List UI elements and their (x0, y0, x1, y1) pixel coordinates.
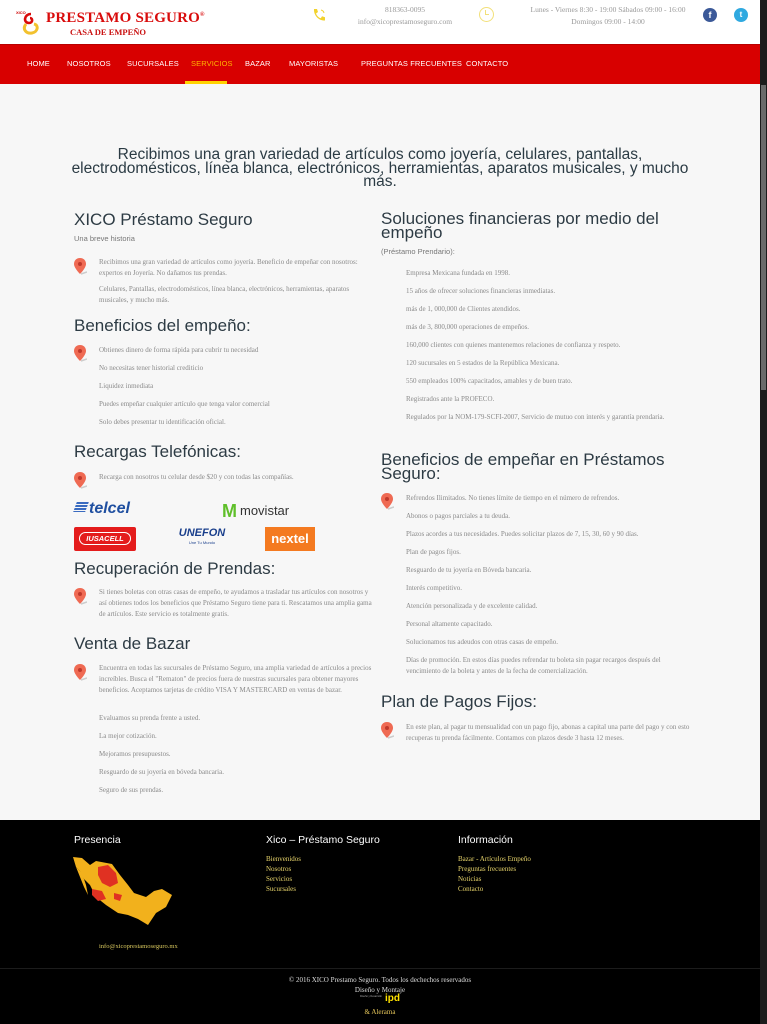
telcel-logo (75, 500, 145, 520)
twitter-icon[interactable]: t (734, 8, 748, 22)
clock-icon (479, 7, 494, 22)
soluciones-subtitle: (Préstamo Prendario): (381, 247, 455, 256)
footer-link-servicios[interactable]: Servicios (266, 875, 293, 883)
copyright-text: © 2016 XICO Prestamo Seguro. Todos los dechechos reservados (288, 976, 472, 984)
hours-sunday: Domingos 09:00 - 14:00 (571, 17, 645, 26)
ipd-small-text: Diseño y Desarrollo (360, 995, 382, 998)
footer-presencia-title: Presencia (74, 834, 121, 846)
beneficio-prestamos-item: Personal altamente capacitado. (406, 620, 493, 628)
design-credit: Diseño y Montaje (354, 986, 406, 994)
beneficio-prestamos-item: Días de promoción. En estos días puedes refrendar tu boleta sin pagar recargos después del vencimiento de la boleta y antes de la fecha de comercialización. (406, 656, 661, 675)
soluciones-item: 120 sucursales en 5 estados de la República Mexicana. (406, 359, 560, 367)
nav-contacto[interactable]: CONTACTO (466, 59, 509, 68)
beneficios-empeno-title: Beneficios del empeño: (74, 316, 251, 335)
telcel-bars-icon (73, 502, 89, 512)
xico-paragraph-1: Recibimos una gran variedad de artículos como joyería. Beneficio de empeñar con nosotros: expertos en Joyería. No dañamos tus prendas. (99, 258, 358, 277)
phone-icon (311, 7, 327, 23)
copyright (0, 975, 760, 995)
unefon-logo (172, 527, 232, 551)
logo-name (46, 10, 205, 27)
bazar-item: Seguro de sus prendas. (99, 786, 164, 794)
ipd-text: ipd (385, 993, 400, 1004)
registered-mark: ® (200, 12, 205, 18)
recargas-text: Recarga con nosotros tu celular desde $20 y con todas las compañías. (99, 473, 294, 481)
soluciones-item: más de 1, 000,000 de Clientes atendidos. (406, 305, 521, 313)
beneficio-prestamos-item: Abonos o pagos parciales a tu deuda. (406, 512, 510, 520)
soluciones-item: más de 3, 800,000 operaciones de empeños. (406, 323, 530, 331)
footer-link-preguntas[interactable]: Preguntas frecuentes (458, 865, 517, 873)
logo-swirl-icon (20, 11, 42, 35)
soluciones-item: Empresa Mexicana fundada en 1998. (406, 269, 510, 277)
xico-subtitle: Una breve historia (74, 234, 135, 243)
mexico-map-icon (72, 855, 176, 929)
movistar-logo (222, 501, 289, 522)
hours-weekdays: Lunes - Viernes 8:30 - 19:00 Sábados 09:00 - 16:00 (530, 5, 686, 14)
soluciones-title: Soluciones financieras por medio del empeño (381, 209, 659, 242)
recuperacion-text: Si tienes boletas con otras casas de empeño, te ayudamos a trasladar tus artículos con nosotros y así obtienes todos los beneficios que Préstamo Seguro tiene para ti. Rescatamos una amplia gama de artículos. Este servicio es totalmente gratis. (99, 588, 372, 618)
plan-pagos-text: En este plan, al pagar tu mensualidad con un pago fijo, abonas a capital una parte del pago y con esto recuperas tu prenda fácilmente. Contamos con plazos desde 3 hasta 12 meses. (406, 723, 690, 742)
scrollbar-thumb[interactable] (761, 85, 766, 390)
soluciones-item: Registrados ante la PROFECO. (406, 395, 495, 403)
unefon-text: UNEFON (178, 527, 226, 539)
nav-nosotros[interactable]: NOSOTROS (67, 59, 111, 68)
alerama-credit[interactable]: & Alerama (364, 1008, 396, 1016)
footer-link-bazar[interactable]: Bazar - Artículos Empeño (458, 855, 531, 863)
logo-name-text: PRESTAMO SEGURO (46, 10, 200, 26)
footer-link-bienvenidos[interactable]: Bienvenidos (266, 855, 301, 863)
soluciones-item: 550 empleados 100% capacitados, amables y de buen trato. (406, 377, 573, 385)
nav-mayoristas[interactable]: MAYORISTAS (289, 59, 339, 68)
soluciones-item: 160,000 clientes con quienes mantenemos relaciones de confianza y respeto. (406, 341, 621, 349)
bazar-text: Encuentra en todas las sucursales de Préstamo Seguro, una amplia variedad de artículos a precios increíbles. Busca el "Rematon" de precios fuera de nuestras sucursales para obtener mayores beneficios. Aceptamos tarjetas de crédito VISA Y MASTERCARD en ventas de bazar. (99, 664, 372, 694)
beneficio-item: Solo debes presentar tu identificación oficial. (99, 418, 226, 426)
beneficio-prestamos-item: Refrendos Ilimitados. No tienes límite de tiempo en el número de refrendos. (406, 494, 620, 502)
nav-bazar[interactable]: BAZAR (245, 59, 271, 68)
business-hours (520, 4, 696, 28)
footer-link-sucursales[interactable]: Sucursales (266, 885, 296, 893)
bazar-item: Mejoramos presupuestos. (99, 750, 171, 758)
footer-link-nosotros[interactable]: Nosotros (266, 865, 292, 873)
beneficio-prestamos-item: Interés competitivo. (406, 584, 462, 592)
map-pin-icon (73, 587, 87, 607)
logo-xico-text: XICO (16, 10, 26, 15)
main-nav (0, 44, 760, 84)
bazar-title: Venta de Bazar (74, 634, 191, 653)
footer-email[interactable]: info@xicoprestamoseguro.mx (99, 943, 178, 950)
top-header (0, 0, 760, 44)
beneficio-item: No necesitas tener historial crediticio (99, 364, 204, 372)
contact-email[interactable]: info@xicoprestamoseguro.com (357, 17, 453, 26)
footer-link-contacto[interactable]: Contacto (458, 885, 484, 893)
site-logo[interactable] (16, 8, 205, 38)
recuperacion-title: Recuperación de Prendas: (74, 559, 276, 578)
soluciones-item: 15 años de ofrecer soluciones financieras inmediatas. (406, 287, 556, 295)
facebook-icon[interactable]: f (703, 8, 717, 22)
soluciones-item: Regulados por la NOM-179-SCFI-2007, Servicio de mutuo con interés y garantía prendaria. (406, 413, 665, 421)
contact-info (345, 4, 465, 28)
ipd-logo[interactable] (360, 993, 400, 1005)
beneficio-prestamos-item: Solucionamos tus adeudos con otras casas de empeño. (406, 638, 559, 646)
beneficio-prestamos-item: Plazos acordes a tus necesidades. Puedes solicitar plazos de 7, 15, 30, 60 y 90 días. (406, 530, 639, 538)
bazar-item: Evaluamos su prenda frente a usted. (99, 714, 201, 722)
nextel-logo: nextel (265, 527, 315, 551)
map-pin-icon (73, 257, 87, 277)
xico-title: XICO Préstamo Seguro (74, 210, 253, 229)
bazar-item: Resguardo de su joyería en bóveda bancaria. (99, 768, 224, 776)
footer-info-title: Información (458, 834, 513, 846)
movistar-text: movistar (240, 503, 290, 518)
beneficio-item: Liquidez inmediata (99, 382, 154, 390)
nav-servicios[interactable]: SERVICIOS (191, 59, 233, 68)
telcel-text: telcel (89, 500, 130, 517)
beneficio-prestamos-item: Atención personalizada y de excelente calidad. (406, 602, 538, 610)
map-pin-icon (380, 492, 394, 512)
iusacell-logo (74, 527, 136, 551)
logo-subtitle: CASA DE EMPEÑO (70, 27, 147, 37)
footer-link-noticias[interactable]: Noticias (458, 875, 482, 883)
map-pin-icon (73, 471, 87, 491)
nav-preguntas-frecuentes[interactable]: PREGUNTAS FRECUENTES (361, 59, 463, 68)
recargas-title: Recargas Telefónicas: (74, 442, 241, 461)
movistar-m-icon: M (222, 501, 237, 521)
beneficio-prestamos-item: Plan de pagos fijos. (406, 548, 461, 556)
map-pin-icon (73, 344, 87, 364)
footer-xico-title: Xico – Préstamo Seguro (266, 834, 380, 846)
nav-sucursales[interactable]: SUCURSALES (127, 59, 179, 68)
active-nav-indicator (185, 81, 227, 84)
beneficio-item: Obtienes dinero de forma rápida para cubrir tu necesidad (99, 346, 259, 354)
unefon-tagline: Une Tu Mundo (188, 540, 216, 545)
phone-number[interactable]: 818363-0095 (385, 5, 425, 14)
map-pin-icon (73, 663, 87, 683)
hero-text: Recibimos una gran variedad de artículos como joyería, celulares, pantallas, electrodomésticos, línea blanca, electrónicos, herramientas, aparatos musicales, y mucho más. (71, 146, 689, 190)
beneficios-prestamos-title: Beneficios de empeñar en Préstamos Seguro: (381, 450, 665, 483)
beneficio-prestamos-item: Resguardo de tu joyería en Bóveda bancaria. (406, 566, 532, 574)
map-pin-icon (380, 721, 394, 741)
plan-pagos-title: Plan de Pagos Fijos: (381, 692, 537, 711)
nav-home[interactable]: HOME (27, 59, 50, 68)
iusacell-text: IUSACELL (79, 532, 131, 545)
footer-divider (0, 968, 760, 969)
xico-paragraph-2: Celulares, Pantallas, electrodomésticos, línea blanca, electrónicos, herramientas, aparatos musicales, y mucho más. (99, 285, 350, 304)
bazar-item: La mejor cotización. (99, 732, 157, 740)
beneficio-item: Puedes empeñar cualquier artículo que tenga valor comercial (99, 400, 270, 408)
